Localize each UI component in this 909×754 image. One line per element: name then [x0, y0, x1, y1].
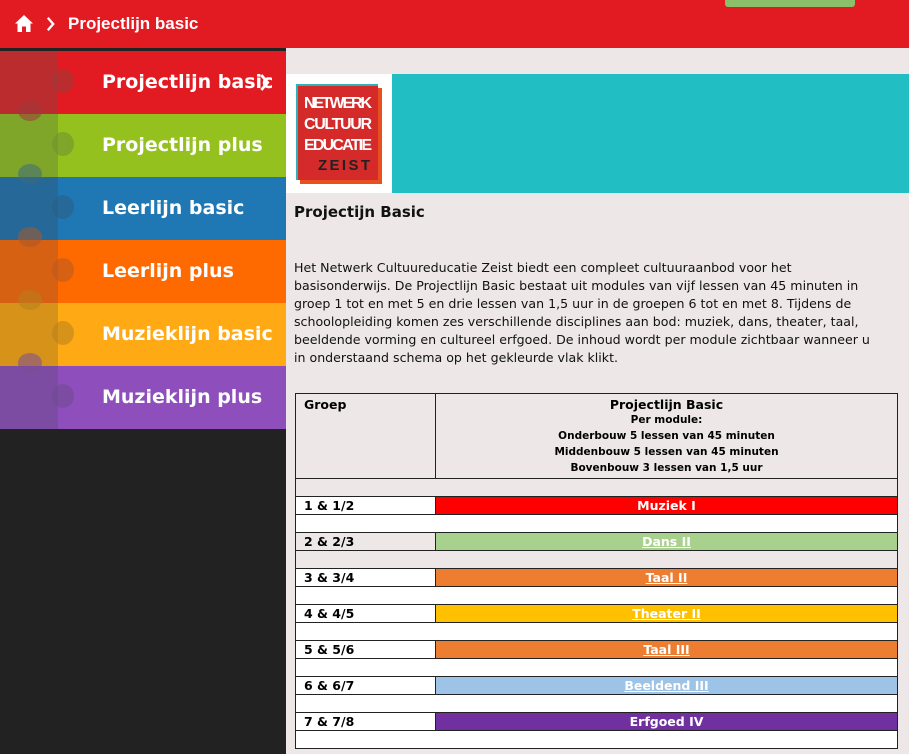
puzzle-knob	[18, 227, 42, 247]
table-spacer-row	[296, 695, 898, 713]
group-cell: 2 & 2/3	[296, 533, 436, 551]
table-spacer-row	[296, 659, 898, 677]
puzzle-piece-icon	[0, 366, 58, 429]
svg-text:ZEIST: ZEIST	[318, 157, 370, 174]
module-link[interactable]: Taal III	[643, 642, 690, 657]
chevron-right-icon	[259, 74, 270, 91]
puzzle-knob	[52, 69, 74, 93]
sidebar-item-label: Muzieklijn basic	[102, 323, 273, 345]
netwerk-cultuur-educatie-logo[interactable]	[296, 84, 382, 184]
svg-text:CULTUUR: CULTUUR	[304, 116, 372, 133]
table-row	[296, 713, 898, 731]
svg-text:EDUCATIE: EDUCATIE	[304, 137, 372, 154]
module-cell[interactable]	[436, 605, 898, 623]
top-right-button[interactable]	[725, 0, 855, 7]
module-cell[interactable]	[436, 641, 898, 659]
module-cell[interactable]	[436, 497, 898, 515]
table-spacer-row	[296, 587, 898, 605]
group-cell: 4 & 4/5	[296, 605, 436, 623]
sidebar-item-projectlijn-plus[interactable]	[0, 114, 286, 177]
column-header-sub: Middenbouw 5 lessen van 45 minuten	[554, 446, 779, 458]
module-link[interactable]: Muziek I	[637, 498, 696, 513]
page-title: Projectijn Basic	[294, 203, 425, 221]
sidebar-item-label: Projectlijn plus	[102, 134, 263, 156]
sidebar-item-muzieklijn-plus[interactable]	[0, 366, 286, 429]
column-header-title: Projectlijn Basic	[609, 397, 724, 412]
table-row	[296, 569, 898, 587]
table-row	[296, 677, 898, 695]
puzzle-knob	[52, 195, 74, 219]
breadcrumb-current: Projectlijn basic	[68, 14, 199, 33]
group-cell: 7 & 7/8	[296, 713, 436, 731]
sidebar-item-projectlijn-basic[interactable]	[0, 51, 286, 114]
home-icon[interactable]	[14, 14, 34, 34]
sidebar-item-label: Leerlijn basic	[102, 197, 245, 219]
puzzle-knob	[18, 164, 42, 184]
puzzle-knob	[18, 290, 42, 310]
group-cell: 5 & 5/6	[296, 641, 436, 659]
puzzle-knob	[52, 321, 74, 345]
module-link[interactable]: Taal II	[645, 570, 688, 585]
sidebar-item-leerlijn-plus[interactable]	[0, 240, 286, 303]
table-row	[296, 605, 898, 623]
table-spacer-row	[296, 623, 898, 641]
puzzle-knob	[52, 384, 74, 408]
table-row	[296, 497, 898, 515]
module-link[interactable]: Theater II	[632, 606, 701, 621]
sidebar-item-label: Leerlijn plus	[102, 260, 234, 282]
intro-text: Het Netwerk Cultuureducatie Zeist biedt een compleet cultuuraanbod voor het basisonderwijs. De Projectlijn Basic bestaat uit modules van vijf lessen van 45 minuten in groep 1 tot en met 5 en drie lessen van 1,5 uur in de groepen 6 tot en met 8. Tijdens de schoolopleiding komen zes verschillende disciplines aan bod: muziek, dans, theater, taal, beeldende vorming en cultureel erfgoed. De inhoud wordt per module zichtbaar wanneer u in onderstaand schema op het gekleurde vlak klikt.	[294, 260, 870, 365]
group-cell: 6 & 6/7	[296, 677, 436, 695]
module-link[interactable]: Beeldend III	[624, 678, 709, 693]
column-header-sub: Onderbouw 5 lessen van 45 minuten	[558, 430, 775, 442]
table-spacer-row	[296, 515, 898, 533]
table-spacer-row	[296, 731, 898, 749]
puzzle-knob	[52, 132, 74, 156]
module-cell[interactable]	[436, 713, 898, 731]
module-cell[interactable]	[436, 677, 898, 695]
table-row	[296, 641, 898, 659]
module-cell[interactable]	[436, 533, 898, 551]
module-cell[interactable]	[436, 569, 898, 587]
sidebar-item-label: Projectlijn basic	[102, 71, 274, 93]
module-link[interactable]: Erfgoed IV	[629, 714, 704, 729]
column-header-module	[436, 394, 898, 479]
sidebar-menu	[0, 51, 286, 429]
table-spacer-row	[296, 479, 898, 497]
top-bar	[0, 0, 909, 48]
chevron-right-icon	[46, 16, 55, 32]
column-header-sub: Per module:	[630, 414, 703, 426]
table-spacer-row	[296, 551, 898, 569]
column-header-group: Groep	[296, 394, 436, 479]
table-header-row	[296, 394, 898, 479]
puzzle-knob	[18, 101, 42, 121]
group-cell: 3 & 3/4	[296, 569, 436, 587]
puzzle-knob	[52, 258, 74, 282]
puzzle-knob	[18, 353, 42, 373]
svg-text:NETWERK: NETWERK	[304, 95, 372, 112]
column-header-sub: Bovenbouw 3 lessen van 1,5 uur	[570, 462, 763, 474]
schedule-table	[295, 393, 898, 749]
group-cell: 1 & 1/2	[296, 497, 436, 515]
sidebar-item-leerlijn-basic[interactable]	[0, 177, 286, 240]
module-link[interactable]: Dans II	[642, 534, 691, 549]
table-row	[296, 533, 898, 551]
sidebar-item-muzieklijn-basic[interactable]	[0, 303, 286, 366]
sidebar-item-label: Muzieklijn plus	[102, 386, 263, 408]
